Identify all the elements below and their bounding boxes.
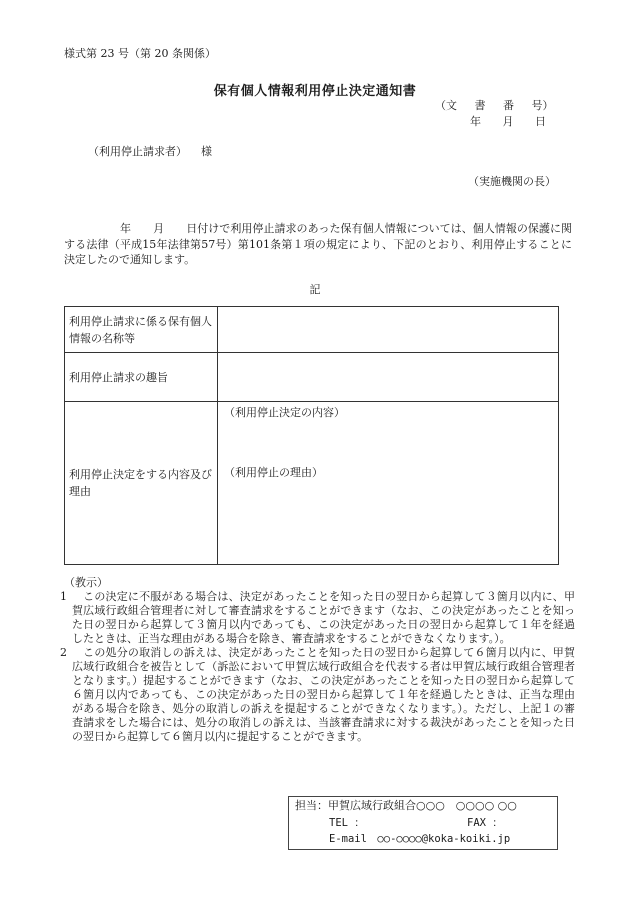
contact-person: 担当：甲賀広域行政組合○○○ ○○○○ ○○	[295, 799, 517, 812]
notice-block	[60, 576, 575, 744]
issue-date: 年 月 日	[470, 115, 546, 128]
form-number: 様式第 23 号（第 20 条関係）	[64, 47, 216, 60]
document-title: 保有個人情報利用停止決定通知書	[213, 84, 417, 99]
document-number: （文 書 番 号）	[435, 99, 554, 112]
row1-value	[218, 307, 559, 353]
notice-item-text: この処分の取消しの訴えは、決定があったことを知った日の翌日から起算して６箇月以内に、甲賀広域行政組合を被告として（訴訟において甲賀広域行政組合を代表する者は甲賀広域行政組合管理者となります。）提起することができます（なお、この決定があったことを知った日の翌日から起算して６箇月以内であっても、この決定があった日の翌日から起算して１年を経過したときは、正当な理由がある場合を除き、処分の取消しの訴えを提起することができなくなります。）。ただし、上記１の審査請求をした場合には、処分の取消しの訴えは、当該審査請求に対する裁決があったことを知った日の翌日から起算して６箇月以内に提起することができます。	[72, 646, 575, 743]
row2-value	[218, 353, 559, 402]
notice-item-number: 2	[60, 646, 67, 659]
notice-heading: （教示）	[64, 576, 108, 589]
row3-value	[218, 402, 559, 565]
row3-label: 利用停止決定をする内容及び理由	[65, 402, 218, 565]
notice-item	[60, 590, 575, 646]
contact-fax: FAX ：	[467, 817, 503, 829]
addressee-name: （利用停止請求者）	[88, 145, 187, 158]
contact-tel: TEL ：	[329, 817, 365, 829]
notice-item-text: この決定に不服がある場合は、決定があったことを知った日の翌日から起算して３箇月以内に、甲賀広域行政組合管理者に対して審査請求をすることができます（なお、この決定があったことを知った日の翌日から起算して３箇月以内であっても、この決定があった日の翌日から起算して１年を経過したときは、正当な理由がある場合を除き、審査請求をすることができなくなります。）。	[72, 590, 575, 645]
table-row	[65, 307, 559, 353]
content-heading: （利用停止決定の内容）	[224, 406, 345, 419]
addressee-honorific: 様	[201, 145, 212, 158]
sender: （実施機関の長）	[468, 175, 556, 188]
addressee	[88, 143, 212, 159]
body-text: 年 月 日付けで利用停止請求のあった保有個人情報については、個人情報の保護に関する法律（平成15年法律第57号）第101条第１項の規定により、下記のとおり、利用停止することに決定したので通知します。	[64, 222, 572, 266]
table-row	[65, 353, 559, 402]
notice-item-number: 1	[60, 590, 67, 603]
reason-heading: （利用停止の理由）	[224, 466, 323, 479]
details-table	[64, 306, 559, 565]
notice-item	[60, 646, 575, 744]
contact-box	[288, 796, 558, 850]
row1-label: 利用停止請求に係る保有個人情報の名称等	[65, 307, 218, 353]
ki-label: 記	[309, 283, 321, 296]
row2-label: 利用停止請求の趣旨	[65, 353, 218, 402]
contact-email: E-mail ○○-○○○○@koka-koiki.jp	[329, 833, 511, 845]
table-row	[65, 402, 559, 565]
